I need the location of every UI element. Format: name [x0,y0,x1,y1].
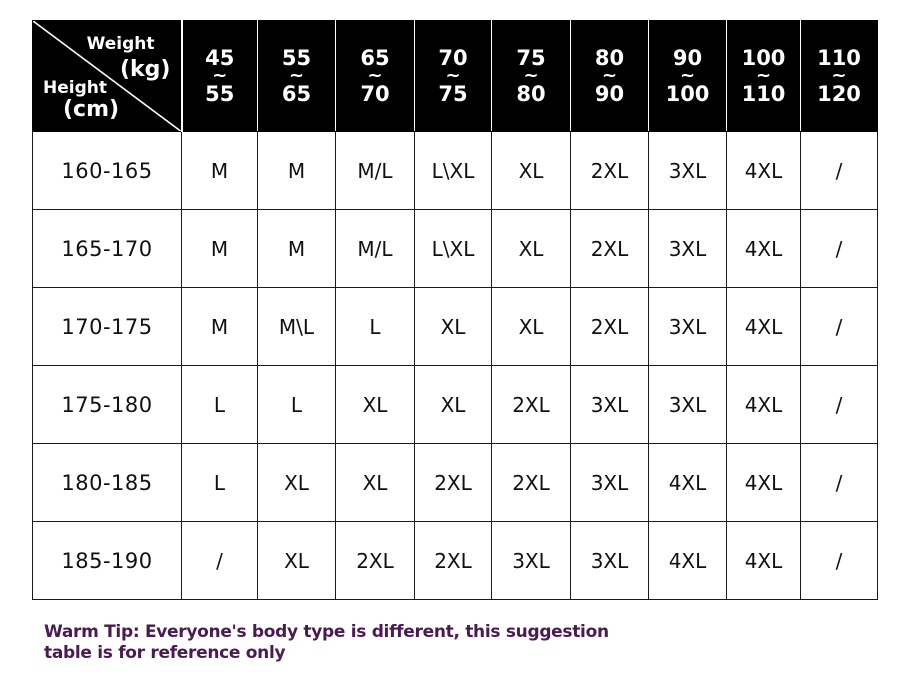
weight-to: 90 [594,82,625,106]
size-cell: M/L [336,132,415,210]
size-cell: 2XL [415,522,492,600]
table-row [33,444,878,522]
warm-tip [44,622,624,664]
size-cell: 4XL [727,210,801,288]
size-cell: / [182,522,258,600]
weight-to: 65 [281,82,312,106]
weight-sep: ~ [367,65,383,86]
weight-sep: ~ [523,65,539,86]
table-body [33,132,878,600]
weight-sep: ~ [831,65,847,86]
weight-sep: ~ [755,65,772,86]
table-row [33,366,878,444]
height-range-cell: 180-185 [33,444,182,522]
size-cell: 4XL [727,288,801,366]
weight-unit: (kg) [120,57,171,82]
size-cell: L [182,444,258,522]
weight-range-header [336,21,415,132]
weight-sep: ~ [601,65,618,86]
size-cell: / [801,132,878,210]
size-cell: L [258,366,336,444]
weight-range-header [727,21,801,132]
weight-from: 55 [281,46,312,70]
height-range-cell: 165-170 [33,210,182,288]
weight-sep: ~ [445,65,461,86]
size-cell: XL [258,522,336,600]
size-cell: / [801,522,878,600]
size-cell: 3XL [571,366,649,444]
size-cell: 3XL [571,444,649,522]
size-cell: L [336,288,415,366]
size-cell: XL [415,366,492,444]
weight-from: 110 [817,46,861,70]
table-row [33,288,878,366]
weight-to: 80 [516,82,546,106]
height-label: Height [43,78,107,98]
table-row [33,522,878,600]
weight-range-header [492,21,571,132]
size-cell: 2XL [492,366,571,444]
weight-from: 70 [438,46,468,70]
height-range-cell: 175-180 [33,366,182,444]
weight-to: 100 [665,82,710,106]
weight-sep: ~ [288,65,305,86]
size-cell: / [801,288,878,366]
size-cell: M [258,210,336,288]
size-cell: 2XL [415,444,492,522]
size-cell: M [182,132,258,210]
size-cell: 4XL [727,366,801,444]
weight-range-header [649,21,727,132]
size-cell: XL [492,288,571,366]
size-cell: 3XL [571,522,649,600]
size-cell: L\XL [415,132,492,210]
height-range-cell: 170-175 [33,288,182,366]
size-cell: M [258,132,336,210]
height-range-cell: 160-165 [33,132,182,210]
table-row [33,210,878,288]
size-cell: M\L [258,288,336,366]
weight-range-header [801,21,878,132]
size-cell: 4XL [727,444,801,522]
weight-from: 100 [741,46,786,70]
weight-range-header [571,21,649,132]
weight-to: 110 [741,82,786,106]
weight-from: 65 [360,46,390,70]
weight-range-header [415,21,492,132]
warm-tip-line: Warm Tip: Everyone's body type is different, this suggestion [44,622,609,642]
weight-to: 55 [205,82,235,106]
weight-range-header [258,21,336,132]
size-cell: 2XL [571,288,649,366]
size-chart-table [32,20,878,600]
weight-to: 70 [360,82,390,106]
weight-from: 80 [594,46,625,70]
size-cell: L\XL [415,210,492,288]
height-unit: (cm) [63,97,120,122]
table-header [33,21,878,132]
weight-to: 75 [438,82,468,106]
weight-range-header [182,21,258,132]
size-cell: 3XL [649,132,727,210]
size-cell: XL [415,288,492,366]
size-cell: 4XL [649,444,727,522]
size-cell: XL [258,444,336,522]
size-cell: XL [492,132,571,210]
weight-to: 120 [817,82,861,106]
size-cell: M [182,288,258,366]
size-cell: / [801,444,878,522]
header-row [33,21,878,132]
size-cell: / [801,210,878,288]
size-cell: 3XL [649,366,727,444]
size-cell: 3XL [492,522,571,600]
corner-header-cell [33,21,182,132]
size-cell: / [801,366,878,444]
size-cell: 4XL [649,522,727,600]
size-cell: 4XL [727,132,801,210]
size-cell: M [182,210,258,288]
weight-label: Weight [86,34,155,54]
size-cell: 4XL [727,522,801,600]
size-cell: L [182,366,258,444]
size-cell: 3XL [649,288,727,366]
size-cell: XL [336,444,415,522]
weight-from: 90 [672,46,703,70]
size-cell: 2XL [336,522,415,600]
warm-tip-line: table is for reference only [44,643,286,663]
size-cell: 3XL [649,210,727,288]
weight-sep: ~ [679,65,696,86]
height-range-cell: 185-190 [33,522,182,600]
size-cell: 2XL [492,444,571,522]
weight-from: 75 [516,46,546,70]
table-row [33,132,878,210]
size-cell: M/L [336,210,415,288]
size-cell: XL [336,366,415,444]
weight-from: 45 [205,46,235,70]
size-cell: XL [492,210,571,288]
size-cell: 2XL [571,132,649,210]
weight-sep: ~ [212,65,228,86]
size-cell: 2XL [571,210,649,288]
